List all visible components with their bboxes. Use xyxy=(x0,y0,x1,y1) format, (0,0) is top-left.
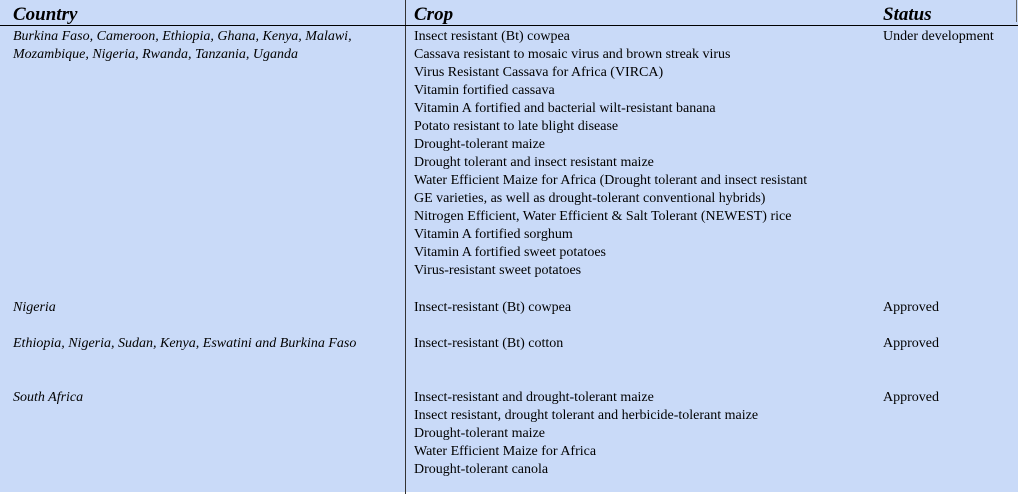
header-crop: Crop xyxy=(414,4,454,25)
row-4-status: Approved xyxy=(883,390,939,405)
row-4-crop-4: Water Efficient Maize for Africa xyxy=(414,444,597,459)
row-4-crop-2: Insect resistant, drought tolerant and herbicide-tolerant maize xyxy=(414,408,759,423)
row-2-country: Nigeria xyxy=(13,300,56,315)
header-country: Country xyxy=(13,4,78,25)
row-2-status: Approved xyxy=(883,300,939,315)
row-1-crop-4: Vitamin fortified cassava xyxy=(414,83,555,98)
row-4-country: South Africa xyxy=(13,390,84,405)
row-4-crop-5: Drought-tolerant canola xyxy=(414,462,549,477)
row-4-crops xyxy=(414,389,874,479)
row-1-crop-1: Insect resistant (Bt) cowpea xyxy=(414,29,570,44)
table-edge xyxy=(1016,0,1017,22)
row-1-crop-5: Vitamin A fortified and bacterial wilt-resistant banana xyxy=(414,101,716,116)
column-divider xyxy=(405,0,406,494)
row-1-crop-7: Drought-tolerant maize xyxy=(414,137,546,152)
row-1-crop-10: GE varieties, as well as drought-tolerant conventional hybrids) xyxy=(414,191,766,206)
row-1-status: Under development xyxy=(883,29,994,44)
row-4-crop-3: Drought-tolerant maize xyxy=(414,426,546,441)
row-2-crop-1: Insect-resistant (Bt) cowpea xyxy=(414,300,572,315)
header-status: Status xyxy=(883,4,932,25)
row-3-crops xyxy=(414,335,874,353)
row-1-crop-13: Vitamin A fortified sweet potatoes xyxy=(414,245,607,260)
row-1-crop-2: Cassava resistant to mosaic virus and brown streak virus xyxy=(414,47,731,62)
row-3-status: Approved xyxy=(883,336,939,351)
row-1-crop-3: Virus Resistant Cassava for Africa (VIRCA) xyxy=(414,65,664,80)
row-1-crop-11: Nitrogen Efficient, Water Efficient & Salt Tolerant (NEWEST) rice xyxy=(414,209,792,224)
row-3-crop-1: Insect-resistant (Bt) cotton xyxy=(414,336,564,351)
row-1-crop-12: Vitamin A fortified sorghum xyxy=(414,227,573,242)
row-3-country: Ethiopia, Nigeria, Sudan, Kenya, Eswatini and Burkina Faso xyxy=(13,336,357,351)
row-1-crops xyxy=(414,28,874,280)
row-1-crop-8: Drought tolerant and insect resistant maize xyxy=(414,155,654,170)
row-4-crop-1: Insect-resistant and drought-tolerant maize xyxy=(414,390,654,405)
row-2-crops xyxy=(414,299,874,317)
row-1-crop-6: Potato resistant to late blight disease xyxy=(414,119,619,134)
row-1-country: Burkina Faso, Cameroon, Ethiopia, Ghana, Kenya, Malawi, Mozambique, Nigeria, Rwanda, Tanzania, Uganda xyxy=(13,29,352,62)
row-1-crop-14: Virus-resistant sweet potatoes xyxy=(414,263,582,278)
row-1-crop-9: Water Efficient Maize for Africa (Drought tolerant and insect resistant xyxy=(414,173,808,188)
header-rule xyxy=(0,25,1018,26)
